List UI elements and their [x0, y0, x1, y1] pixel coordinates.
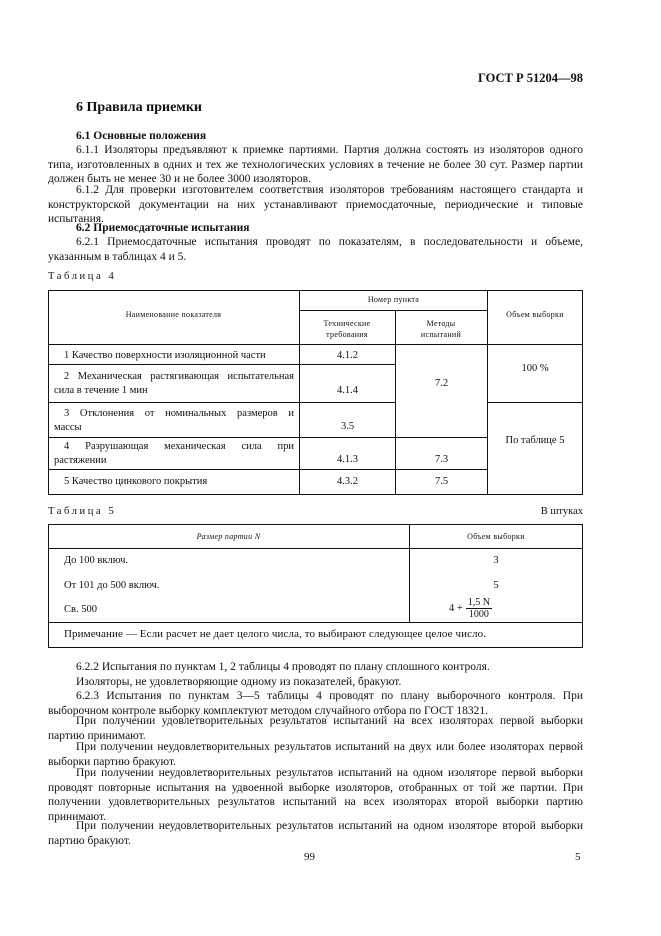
- table4-header-methods: Методы испытаний: [420, 319, 462, 339]
- table4-row4-name: 4 Разрушающая механическая сила при растяжении: [54, 441, 294, 466]
- table4-row2-tech: 4.1.4: [337, 385, 358, 396]
- page-number-center: 99: [304, 851, 315, 863]
- table5-row1-lot: До 100 включ.: [64, 555, 129, 566]
- table4-row3-name: 3 Отклонения от номинальных размеров и массы: [54, 408, 294, 433]
- table4-merged-sample-100: 100 %: [521, 363, 549, 374]
- table5-caption: Таблица 5: [48, 506, 117, 517]
- table4-row1-name: 1 Качество поверхности изоляционной части: [64, 350, 266, 361]
- table4-row4-tech: 4.1.3: [337, 454, 358, 465]
- table5-unit: В штуках: [540, 506, 583, 517]
- table5-row2-sample: 5: [493, 580, 499, 591]
- paragraph-reject-second: При получении неудовлетворительных результатов испытаний на одном изоляторе второй выборки партию бракуют.: [48, 820, 583, 847]
- table5-header-lot-size: Размер партии N: [196, 532, 261, 541]
- fraction-numerator: 1,5 N: [467, 597, 491, 608]
- table5-row3-sample: 4 + $\frac{1,5 N}{1000}$: [449, 597, 491, 620]
- table4-merged-sample-table5: По таблице 5: [505, 435, 565, 446]
- table4: [48, 290, 583, 495]
- table4-row5-name: 5 Качество цинкового покрытия: [64, 476, 208, 487]
- paragraph-6-1-2: 6.1.2 Для проверки изготовителем соответствия изоляторов требованиям настоящего стандарта и конструкторской документации на них устанавливают приемосдаточные, периодические и типовые испытания.: [48, 184, 583, 226]
- paragraph-reject-first: При получении неудовлетворительных результатов испытаний на двух или более изоляторах первой выборки партию бракуют.: [48, 741, 583, 768]
- table4-merged-method: 7.2: [434, 378, 449, 389]
- section-title: 6 Правила приемки: [76, 100, 202, 115]
- table4-row1-tech: 4.1.2: [337, 350, 358, 361]
- table4-header-tech-req: Технические требования: [323, 319, 371, 339]
- table4-caption: Таблица 4: [48, 271, 117, 282]
- table4-header-item-no: Номер пункта: [367, 295, 420, 304]
- document-code: ГОСТ Р 51204—98: [477, 71, 583, 85]
- paragraph-retest: При получении неудовлетворительных результатов испытаний на одном изоляторе первой выборки проводят повторные испытания на удвоенной выборке изоляторов, отобранных от той же партии. При получении удовлетворительных результатов испытаний на всех изоляторах второй выборки партию принимают.: [48, 767, 583, 823]
- table5-note: Примечание — Если расчет не дает целого числа, то выбирают следующее целое число.: [64, 628, 487, 640]
- paragraph-6-2-2-b: Изоляторы, не удовлетворяющие одному из показателей, бракуют.: [76, 676, 402, 688]
- table5-header-sample: Объем выборки: [467, 532, 525, 541]
- paragraph-6-1-1: 6.1.1 Изоляторы предъявляют к приемке партиями. Партия должна состоять из изоляторов одного типа, изготовленных в одних и тех же технологических условиях в течение не более 30 сут. Размер партии должен быть не менее 30 и не более 3000 изоляторов.: [48, 144, 583, 186]
- table4-row5-tech: 4.3.2: [337, 476, 358, 487]
- table4-row4-method: 7.3: [434, 454, 449, 465]
- fraction-denominator: 1000: [468, 609, 489, 620]
- table4-row3-tech: 3.5: [340, 421, 355, 432]
- table4-row5-method: 7.5: [434, 476, 449, 487]
- paragraph-6-2-2: 6.2.2 Испытания по пунктам 1, 2 таблицы 4 проводят по плану сплошного контроля.: [76, 661, 490, 673]
- table5-row2-lot: От 101 до 500 включ.: [64, 580, 160, 591]
- table5-row3-lot: Св. 500: [64, 604, 97, 615]
- subsection-title-6-2: 6.2 Приемосдаточные испытания: [76, 222, 250, 234]
- page-number-right: 5: [575, 851, 581, 863]
- table5-row1-sample: 3: [493, 555, 499, 566]
- table4-header-name: Наименование показателя: [125, 310, 222, 319]
- paragraph-6-2-3: 6.2.3 Испытания по пунктам 3—5 таблицы 4 проводят по плану выборочного контроля. При выборочном контроле выборку комплектуют методом случайного отбора по ГОСТ 18321.: [48, 690, 583, 717]
- paragraph-accept-first: При получении удовлетворительных результатов испытаний на всех изоляторах первой выборки партию принимают.: [48, 715, 583, 742]
- paragraph-6-2-1: 6.2.1 Приемосдаточные испытания проводят по показателям, в последовательности и объеме, указанным в таблицах 4 и 5.: [48, 236, 583, 263]
- table5: [48, 524, 583, 648]
- table4-row2-name: 2 Механическая растягивающая испытательная сила в течение 1 мин: [54, 371, 294, 396]
- subsection-title-6-1: 6.1 Основные положения: [76, 130, 207, 142]
- table4-header-sample: Объем выборки: [506, 310, 564, 319]
